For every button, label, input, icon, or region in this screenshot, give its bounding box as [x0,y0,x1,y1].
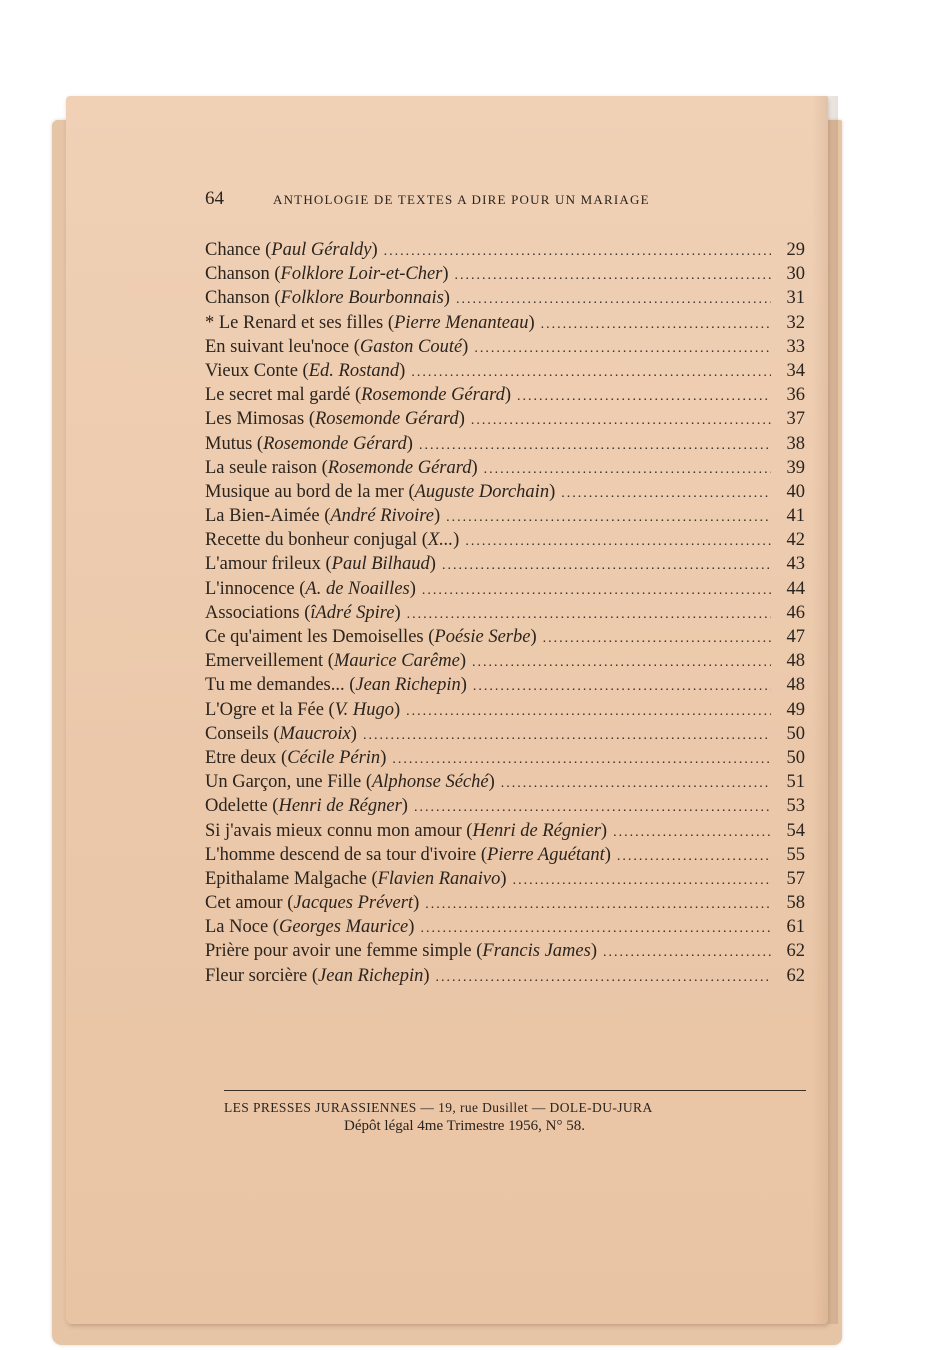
leader-dots [446,506,771,530]
toc-entry [205,504,805,528]
toc-entry [205,819,805,843]
paren-close: ) [433,506,441,527]
toc-entry [205,601,805,625]
toc-entry-page: 50 [786,747,805,768]
toc-entry-author: Francis James [482,941,591,962]
toc-entry-page: 33 [786,336,805,357]
toc-entry [205,867,805,891]
table-of-contents [205,238,805,988]
toc-entry-page: 58 [786,893,805,914]
toc-entry [205,359,805,383]
toc-entry [205,262,805,286]
toc-entry-title: Vieux Conte [205,360,298,381]
toc-entry [205,238,805,262]
leader-dots [513,869,771,893]
toc-entry-page: 48 [786,675,805,696]
toc-entry-author: V. Hugo [334,699,394,720]
toc-entry-page: 32 [786,312,805,333]
paren-close: ) [413,893,420,914]
toc-entry-title: * Le Renard et ses filles [205,312,384,333]
leader-dots [472,651,771,675]
leader-dots [406,700,771,724]
paren-close: ) [371,240,378,260]
leader-dots [392,748,771,772]
toc-entry-page: 53 [786,796,805,817]
toc-entry-title: L'amour frileux [205,554,321,575]
toc-entry-author: Folklore Loir-et-Cher [280,264,443,285]
leader-dots [411,361,771,385]
toc-entry-title: Cet amour [205,893,283,914]
toc-entry-author: Georges Maurice [278,917,409,938]
toc-entry-page: 62 [786,941,805,962]
toc-entry-page: 51 [786,772,805,793]
paren-open: ( [323,699,335,720]
toc-entry-author: Paul Géraldy [271,240,372,260]
toc-entry-title: Chanson [205,264,270,285]
paren-close: ) [549,481,556,502]
toc-entry [205,649,805,673]
toc-entry-title: Fleur sorcière [205,965,308,986]
toc-entry-page: 57 [786,868,805,889]
toc-entry-page: 38 [786,433,805,454]
toc-entry [205,722,805,746]
toc-entry-page: 34 [786,360,805,381]
toc-entry [205,939,805,963]
toc-entry-author: Rosemonde Gérard [361,385,505,406]
leader-dots [617,845,771,869]
leader-dots [422,579,771,603]
toc-entry-author: Alphonse Séché [371,772,489,793]
paren-open: ( [294,578,306,599]
toc-entry-title: La seule raison [205,457,317,478]
paren-open: ( [344,675,356,696]
leader-dots [484,458,771,482]
toc-entry-page: 36 [786,385,805,406]
toc-entry-author: Gaston Couté [359,336,463,357]
toc-entry-title: Recette du bonheur conjugal [205,530,418,551]
paren-close: ) [408,917,415,938]
paren-close: ) [423,965,430,986]
toc-entry-author: Jean Richepin [318,965,424,986]
toc-entry-title: L'homme descend de sa tour d'ivoire [205,844,477,865]
toc-entry-title: La Noce [205,917,269,938]
toc-entry-author: Rosemonde Gérard [263,433,407,454]
paren-open: ( [260,240,272,260]
leader-dots [442,554,771,578]
toc-entry [205,746,805,770]
leader-dots [414,796,771,820]
toc-entry [205,673,805,697]
toc-entry-title: L'Ogre et la Fée [205,699,324,720]
toc-entry [205,891,805,915]
toc-entry-author: Maucroix [279,723,351,744]
toc-entry-author: Jean Richepin [355,675,461,696]
paren-open: ( [471,941,483,962]
paren-open: ( [417,530,428,551]
paren-close: ) [462,336,469,357]
toc-entry [205,383,805,407]
paren-open: ( [317,457,328,478]
toc-entry-page: 49 [786,699,805,720]
paren-close: ) [604,844,611,865]
paren-close: ) [350,723,357,744]
paren-close: ) [458,409,465,430]
toc-entry-author: Rosemonde Gérard [327,457,472,478]
paren-open: ( [282,893,294,914]
paren-open: ( [269,288,281,309]
toc-entry [205,964,805,988]
toc-entry-author: Ed. Rostand [308,360,400,381]
paren-close: ) [429,554,436,575]
paren-open: ( [383,312,395,333]
paren-open: ( [320,554,332,575]
toc-entry-title: Un Garçon, une Fille [205,772,362,793]
toc-entry-page: 46 [786,602,805,623]
toc-entry-page: 47 [786,627,805,647]
paren-close: ) [528,312,535,333]
running-title: ANTHOLOGIE DE TEXTES A DIRE POUR UN MARIAGE [273,192,650,207]
paren-close: ) [409,578,416,599]
paren-open: ( [299,602,311,623]
toc-entry [205,480,805,504]
toc-entry-title: Si j'avais mieux connu mon amour [205,820,462,841]
toc-entry [205,335,805,359]
leader-dots [465,530,771,554]
paren-open: ( [350,385,362,406]
paren-open: ( [267,796,279,817]
paren-close: ) [500,868,507,889]
paren-close: ) [380,747,387,768]
toc-entry-author: Henri de Régner [278,796,402,817]
paren-open: ( [461,820,473,841]
toc-entry-author: Auguste Dorchain [414,481,550,502]
toc-entry-title: Chanson [205,288,270,309]
toc-entry-title: Prière pour avoir une femme simple [205,941,472,962]
paren-close: ) [471,457,478,478]
toc-entry-page: 30 [786,264,805,285]
toc-entry-author: Folklore Bourbonnais [280,288,444,309]
leader-dots [425,893,771,917]
toc-entry [205,625,805,649]
leader-dots [541,313,771,337]
paren-close: ) [488,772,495,793]
paren-open: ( [269,264,281,285]
toc-entry-page: 40 [786,481,805,502]
leader-dots [603,941,771,965]
paren-open: ( [403,481,415,502]
toc-entry-page: 50 [786,723,805,744]
paren-close: ) [442,264,449,285]
leader-dots [419,434,771,458]
leader-dots [363,724,771,748]
toc-entry-author: Paul Bilhaud [331,554,430,575]
toc-entry-title: La Bien-Aimée [205,506,320,527]
toc-entry [205,456,805,480]
leader-dots [613,821,771,845]
toc-entry [205,698,805,722]
toc-entry-title: Emerveillement [205,651,324,672]
paren-open: ( [361,772,372,793]
leader-dots [384,240,771,264]
toc-entry-page: 43 [786,554,805,575]
toc-entry-page: 48 [786,651,805,672]
toc-entry-author: îAdré Spire [310,602,395,623]
toc-entry [205,528,805,552]
toc-entry-page: 55 [786,844,805,865]
leader-dots [420,917,771,941]
leader-dots [407,603,771,627]
paren-close: ) [406,433,413,454]
toc-entry-title: Associations [205,602,300,623]
toc-entry-author: X... [427,530,454,551]
toc-entry-title: Ce qu'aiment les Demoiselles [205,627,424,647]
toc-entry [205,794,805,818]
toc-entry-title: Le secret mal gardé [205,385,351,406]
toc-entry-author: Jacques Prévert [293,893,414,914]
paren-open: ( [276,747,288,768]
leader-dots [473,675,771,699]
toc-entry-author: Pierre Menanteau [394,312,529,333]
paren-close: ) [393,699,401,720]
toc-entry [205,311,805,335]
paren-open: ( [319,506,331,527]
toc-entry-author: Cécile Périn [287,747,381,768]
toc-entry-page: 44 [786,578,805,599]
toc-entry-author: Henri de Régnier [472,820,601,841]
paren-open: ( [268,723,280,744]
paren-open: ( [476,844,488,865]
paren-close: ) [443,288,450,309]
toc-entry-title: Epithalame Malgache [205,868,367,889]
toc-entry [205,286,805,310]
toc-entry-title: Tu me demandes... [205,675,345,696]
toc-entry-title: Conseils [205,723,269,744]
toc-entry [205,407,805,431]
paren-open: ( [423,627,435,647]
toc-entry-title: Etre deux [205,747,277,768]
legal-deposit-line: Dépôt légal 4me Trimestre 1956, N° 58. [344,1118,585,1134]
paren-open: ( [307,965,319,986]
leader-dots [471,409,771,433]
paren-close: ) [460,675,467,696]
toc-entry [205,432,805,456]
toc-entry-author: Maurice Carême [333,651,460,672]
leader-dots [436,966,771,990]
toc-entry [205,770,805,794]
toc-entry-page: 29 [786,240,805,260]
paren-open: ( [252,433,264,454]
toc-entry-author: A. de Noailles [305,578,410,599]
toc-entry-page: 61 [786,917,805,938]
page-header [205,188,745,224]
toc-entry-title: Les Mimosas [205,409,305,430]
paren-close: ) [530,627,537,647]
toc-entry-title: Mutus [205,433,253,454]
toc-entry-author: Poésie Serbe [434,627,531,647]
toc-entry-title: Odelette [205,796,268,817]
leader-dots [474,337,771,361]
leader-dots [455,264,771,288]
paren-open: ( [268,917,279,938]
leader-dots [456,288,771,312]
leader-dots [517,385,771,409]
toc-entry [205,915,805,939]
leader-dots [543,627,771,651]
page-fold-shadow [812,96,838,1324]
paren-open: ( [304,409,315,430]
toc-entry-author: André Rivoire [330,506,434,527]
paren-close: ) [459,651,466,672]
paren-open: ( [297,360,309,381]
paren-open: ( [349,336,360,357]
toc-entry-author: Pierre Aguétant [487,844,605,865]
toc-entry-author: Rosemonde Gérard [314,409,459,430]
leader-dots [501,772,771,796]
toc-entry-page: 62 [786,965,805,986]
paren-close: ) [394,602,401,623]
toc-entry-page: 31 [786,288,805,309]
toc-entry-title: Musique au bord de la mer [205,481,404,502]
toc-entry [205,843,805,867]
leader-dots [561,482,771,506]
toc-entry [205,577,805,601]
paren-close: ) [453,530,460,551]
toc-entry-page: 41 [786,506,805,527]
toc-entry-author: Flavien Ranaivo [377,868,501,889]
paren-close: ) [401,796,408,817]
paren-close: ) [399,360,406,381]
toc-entry-title: L'innocence [205,578,295,599]
toc-entry-page: 39 [786,457,805,478]
toc-entry-title: Chance [205,240,261,260]
paren-open: ( [323,651,334,672]
colophon [224,1100,809,1135]
footer-divider [224,1090,806,1091]
toc-entry-title: En suivant leu'noce [205,336,350,357]
paren-close: ) [590,941,598,962]
page-number: 64 [205,188,224,209]
toc-entry [205,552,805,576]
paren-open: ( [366,868,378,889]
toc-entry-page: 42 [786,530,805,551]
paren-close: ) [600,820,608,841]
toc-entry-page: 37 [786,409,805,430]
toc-entry-page: 54 [786,820,805,841]
paren-close: ) [504,385,512,406]
printer-line: LES PRESSES JURASSIENNES — 19, rue Dusillet — DOLE-DU-JURA [224,1100,653,1115]
